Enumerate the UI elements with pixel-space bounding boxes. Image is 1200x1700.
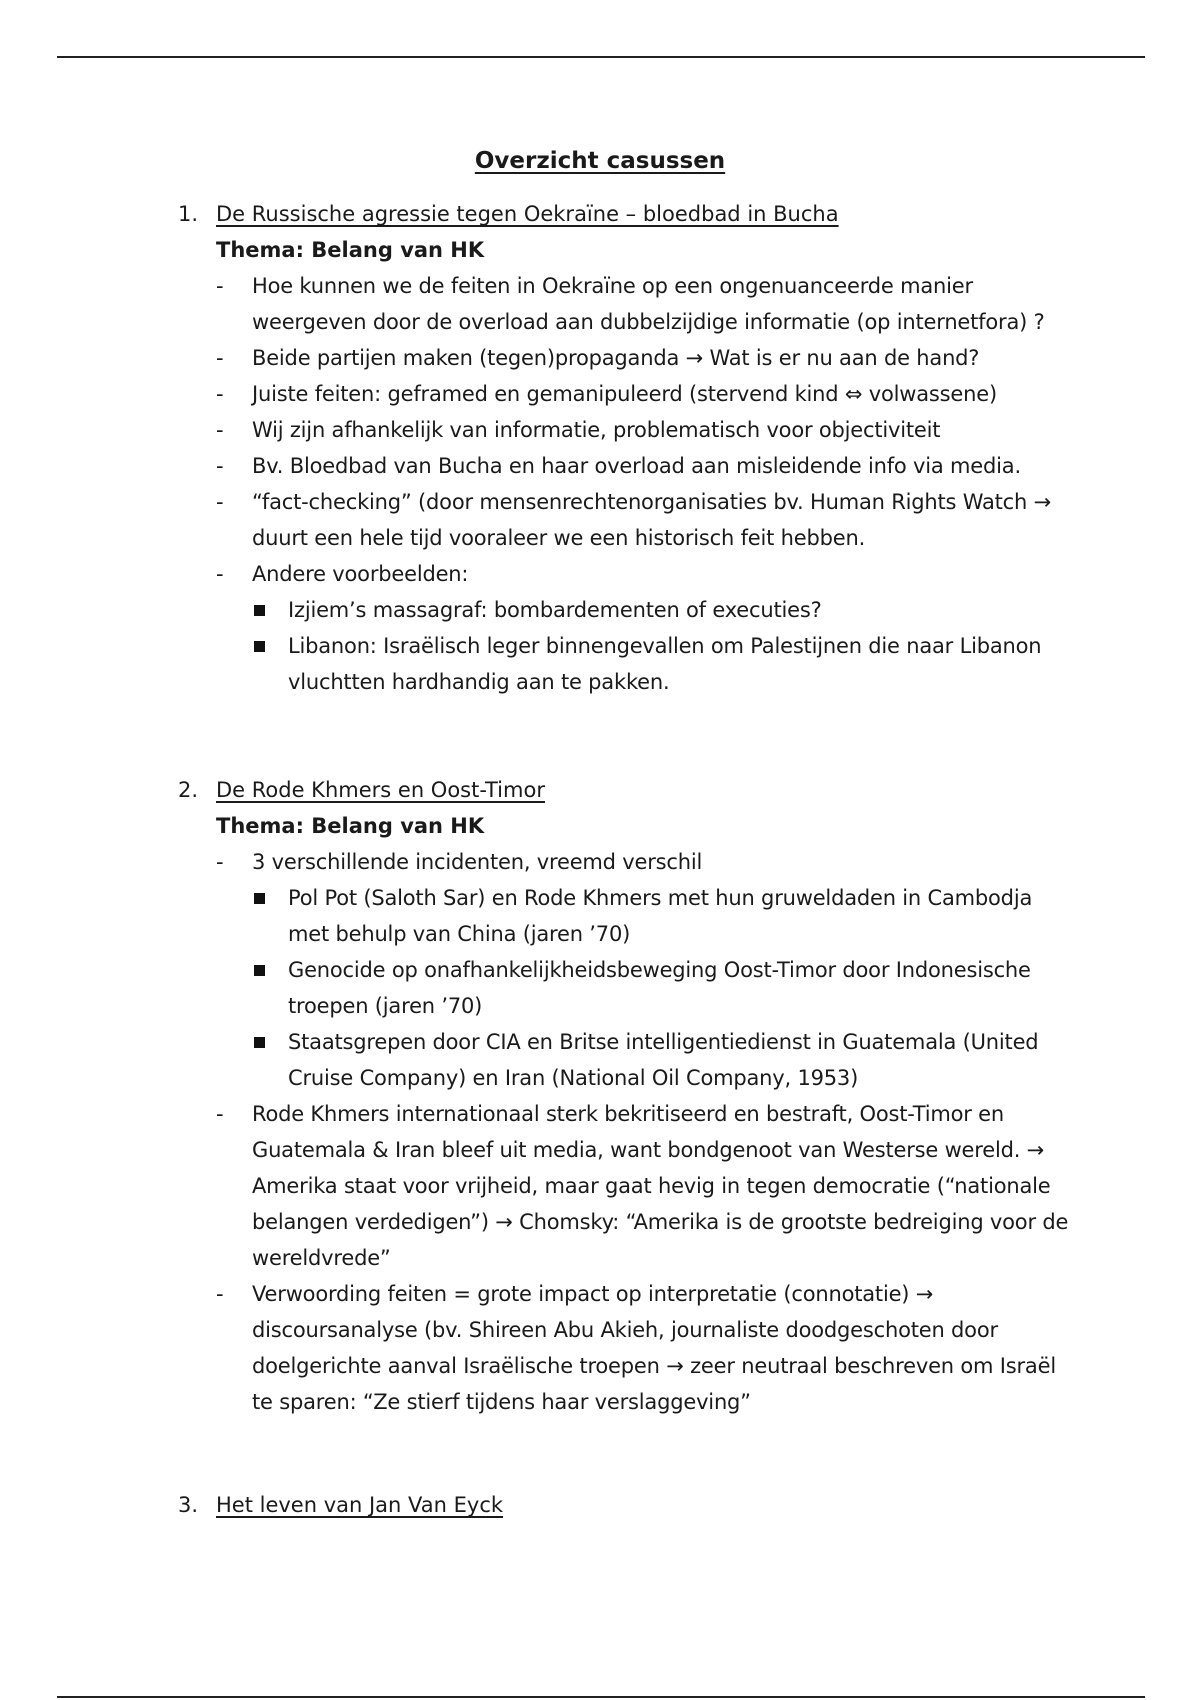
list-item bbox=[216, 844, 1076, 1096]
list-item bbox=[216, 556, 1076, 700]
square-bullet-icon bbox=[254, 893, 265, 904]
dash-marker: - bbox=[216, 490, 224, 514]
sub-list-item bbox=[252, 880, 1076, 952]
sub-list-item bbox=[252, 592, 1076, 628]
list-item bbox=[216, 448, 1076, 484]
list-item-text: Beide partijen maken (tegen)propaganda → Wat is er nu aan de hand? bbox=[252, 346, 980, 370]
list-item bbox=[216, 484, 1076, 556]
sub-list-item-text: Izjiem’s massagraf: bombardementen of executies? bbox=[288, 598, 822, 622]
case-title: Het leven van Jan Van Eyck bbox=[216, 1493, 504, 1517]
list-item bbox=[216, 1096, 1076, 1276]
case-number: 1. bbox=[178, 202, 199, 226]
list-item-text: Bv. Bloedbad van Bucha en haar overload aan misleidende info via media. bbox=[252, 454, 1021, 478]
sub-list bbox=[252, 592, 1076, 700]
bullet-list bbox=[216, 268, 1076, 700]
sub-list-item bbox=[252, 628, 1076, 700]
sub-list-item-text: Genocide op onafhankelijkheidsbeweging Oost-Timor door Indonesische troepen (jaren ’70) bbox=[288, 958, 1031, 1018]
list-item-text: Andere voorbeelden: bbox=[252, 562, 469, 586]
square-bullet-icon bbox=[254, 605, 265, 616]
dash-marker: - bbox=[216, 418, 224, 442]
dash-marker: - bbox=[216, 1102, 224, 1126]
dash-marker: - bbox=[216, 382, 224, 406]
list-item bbox=[216, 340, 1076, 376]
bullet-list bbox=[216, 844, 1076, 1420]
square-bullet-icon bbox=[254, 641, 265, 652]
list-item bbox=[216, 376, 1076, 412]
dash-marker: - bbox=[216, 1282, 224, 1306]
sub-list-item-text: Pol Pot (Saloth Sar) en Rode Khmers met hun gruweldaden in Cambodja met behulp van China (jaren ’70) bbox=[288, 886, 1033, 946]
case-title: De Russische agressie tegen Oekraïne – bloedbad in Bucha bbox=[216, 202, 839, 226]
page-title bbox=[0, 146, 1200, 176]
sub-list-item-text: Staatsgrepen door CIA en Britse intelligentiedienst in Guatemala (United Cruise Company) en Iran (National Oil Company, 1953) bbox=[288, 1030, 1039, 1090]
list-item-text: Wij zijn afhankelijk van informatie, problematisch voor objectiviteit bbox=[252, 418, 941, 442]
list-item-text: “fact-checking” (door mensenrechtenorganisaties bv. Human Rights Watch → duurt een hele tijd vooraleer we een historisch feit hebben. bbox=[252, 490, 1051, 550]
list-item-text: Juiste feiten: geframed en gemanipuleerd (stervend kind ⇔ volwassene) bbox=[252, 382, 997, 406]
bottom-rule bbox=[57, 1696, 1145, 1698]
list-item bbox=[216, 268, 1076, 340]
square-bullet-icon bbox=[254, 1037, 265, 1048]
square-bullet-icon bbox=[254, 965, 265, 976]
list-item-text: Hoe kunnen we de feiten in Oekraïne op een ongenuanceerde manier weergeven door de overload aan dubbelzijdige informatie (op internetfora) ? bbox=[252, 274, 1045, 334]
list-item-text: Rode Khmers internationaal sterk bekritiseerd en bestraft, Oost-Timor en Guatemala & Iran bleef uit media, want bondgenoot van Westerse wereld. → Amerika staat voor vrijheid, maar gaat hevig in tegen democratie (“nationale belangen verdedigen”) → Chomsky: “Amerika is de grootste bedreiging voor de wereldvrede” bbox=[252, 1102, 1069, 1270]
sub-list-item bbox=[252, 1024, 1076, 1096]
dash-marker: - bbox=[216, 454, 224, 478]
dash-marker: - bbox=[216, 850, 224, 874]
list-item bbox=[216, 412, 1076, 448]
sub-list bbox=[252, 880, 1076, 1096]
list-item-text: Verwoording feiten = grote impact op interpretatie (connotatie) → discoursanalyse (bv. Shireen Abu Akieh, journaliste doodgeschoten door doelgerichte aanval Israëlische troepen → zeer neutraal beschreven om Israël te sparen: “Ze stierf tijdens haar verslaggeving” bbox=[252, 1282, 1056, 1414]
list-item-text: 3 verschillende incidenten, vreemd verschil bbox=[252, 850, 703, 874]
dash-marker: - bbox=[216, 562, 224, 586]
top-rule bbox=[57, 56, 1145, 58]
page-title-text: Overzicht casussen bbox=[474, 148, 726, 174]
dash-marker: - bbox=[216, 274, 224, 298]
case-title: De Rode Khmers en Oost-Timor bbox=[216, 778, 545, 802]
case-theme: Thema: Belang van HK bbox=[216, 814, 485, 838]
sub-list-item bbox=[252, 952, 1076, 1024]
case-theme: Thema: Belang van HK bbox=[216, 238, 485, 262]
case-number: 3. bbox=[178, 1493, 199, 1517]
sub-list-item-text: Libanon: Israëlisch leger binnengevallen om Palestijnen die naar Libanon vluchtten hardhandig aan te pakken. bbox=[288, 634, 1042, 694]
dash-marker: - bbox=[216, 346, 224, 370]
list-item bbox=[216, 1276, 1076, 1420]
case-number: 2. bbox=[178, 778, 199, 802]
